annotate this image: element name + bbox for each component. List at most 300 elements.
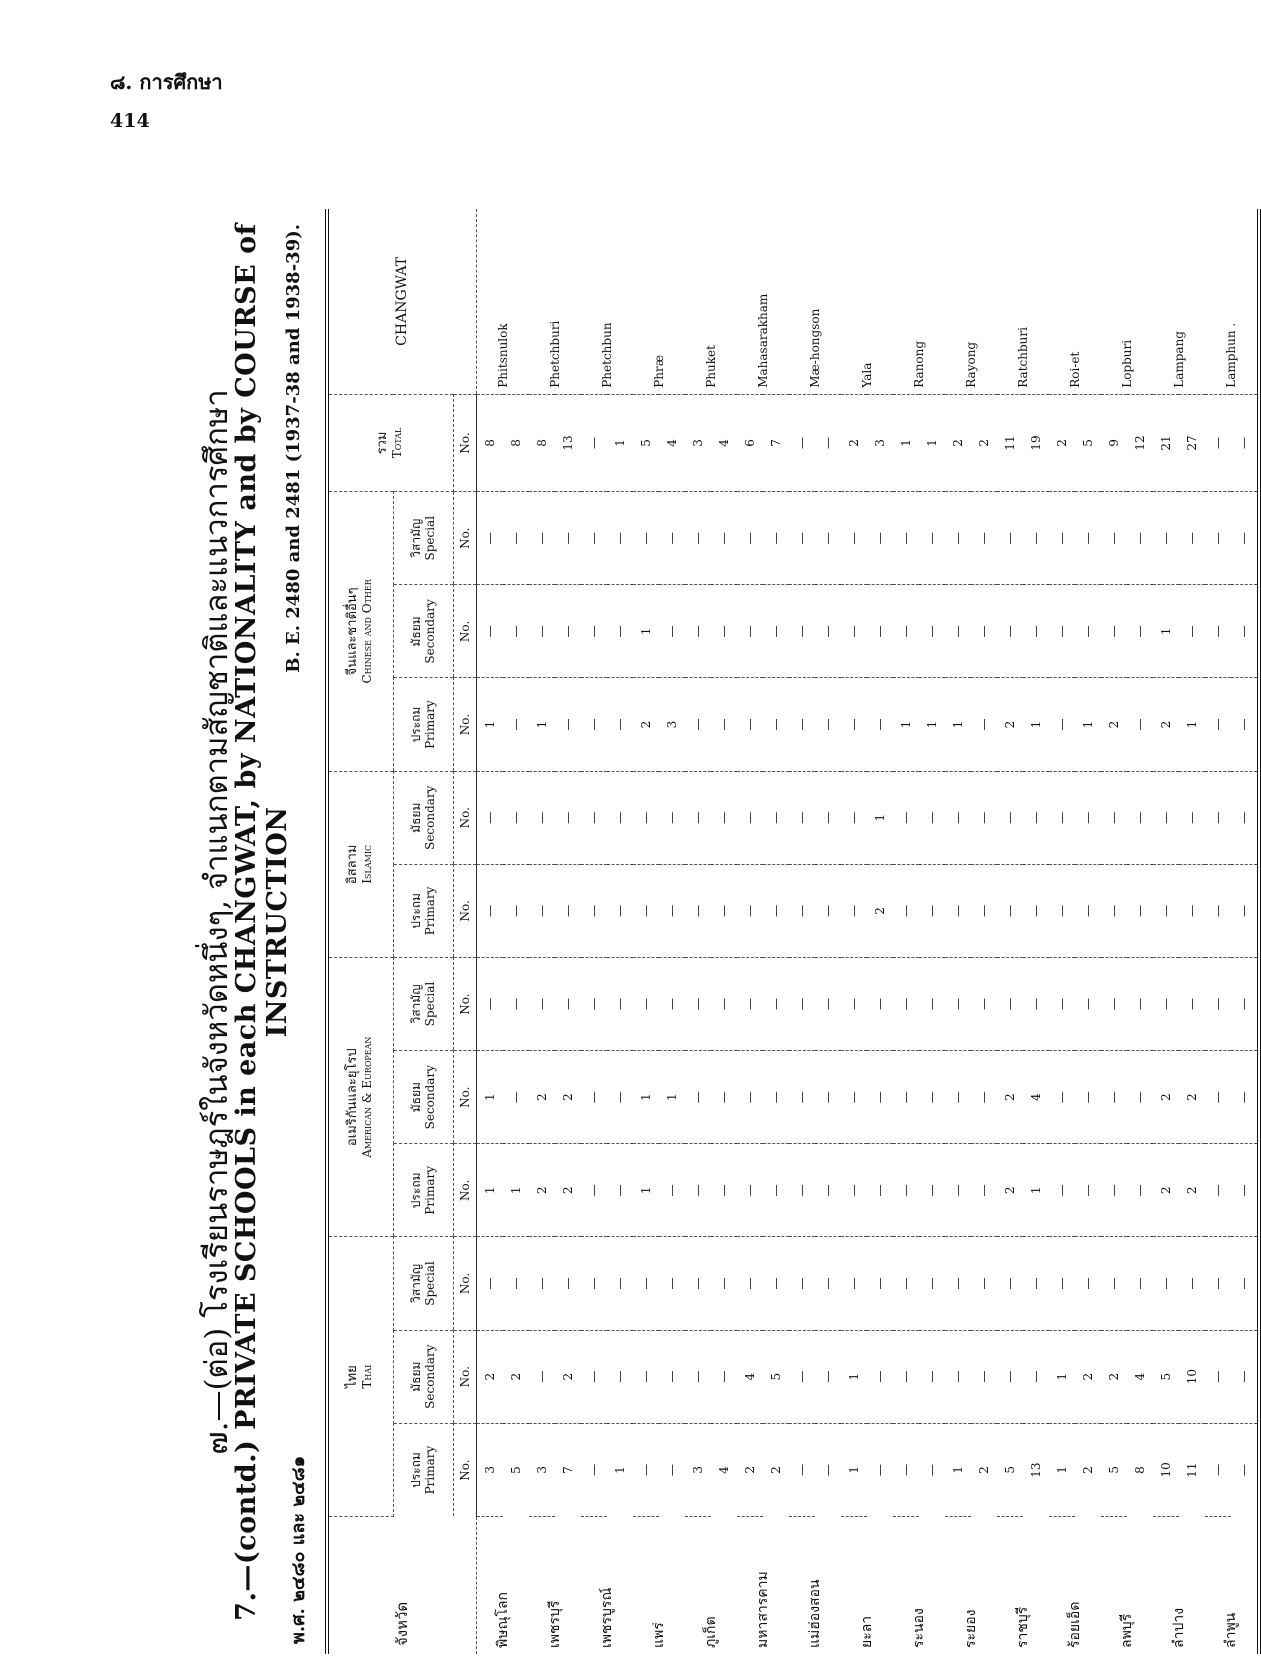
table-body xyxy=(476,209,1259,1654)
cell-value: 11 xyxy=(997,394,1023,491)
cell-value: — xyxy=(607,585,633,678)
cell-value: 2 xyxy=(841,394,867,491)
cell-value: — xyxy=(503,585,529,678)
cell-value: — xyxy=(1153,957,1179,1050)
cell-value: — xyxy=(633,1423,659,1516)
cell-value: — xyxy=(659,492,685,585)
cell-value: — xyxy=(1023,585,1049,678)
cell-value: — xyxy=(971,1237,997,1330)
cell-value: — xyxy=(737,678,763,771)
cell-value: — xyxy=(685,585,711,678)
table-row xyxy=(763,209,789,1654)
cell-value: — xyxy=(971,585,997,678)
cell-value: — xyxy=(841,1144,867,1237)
group-american-english: American & European xyxy=(359,1036,374,1158)
province-thai: ลำพูน xyxy=(1222,1612,1239,1648)
years-english: B. E. 2480 and 2481 (1937-38 and 1938-39). xyxy=(283,224,304,673)
cell-value: — xyxy=(1049,1237,1075,1330)
cell-value: — xyxy=(1153,771,1179,864)
cell-value: — xyxy=(555,864,581,957)
cell-value: — xyxy=(997,1330,1023,1423)
cell-value: 1 xyxy=(476,678,503,771)
cell-value: — xyxy=(633,957,659,1050)
cell-value: — xyxy=(1101,771,1127,864)
cell-value: 2 xyxy=(633,678,659,771)
cell-value: 1 xyxy=(476,1144,503,1237)
cell-value: — xyxy=(581,1237,607,1330)
unit-label: No. xyxy=(453,1237,476,1330)
cell-value: — xyxy=(555,1237,581,1330)
cell-value: 7 xyxy=(560,1466,575,1474)
cell-value: — xyxy=(659,1330,685,1423)
table-row xyxy=(1205,209,1231,1654)
cell-value: — xyxy=(1101,864,1127,957)
cell-value: — xyxy=(945,1330,971,1423)
cell-value: — xyxy=(815,957,841,1050)
cell-value: — xyxy=(945,864,971,957)
cell-value: — xyxy=(789,864,815,957)
cell-value: — xyxy=(945,771,971,864)
unit-label: No. xyxy=(453,678,476,771)
province-english: Phetchbun xyxy=(581,209,633,394)
cell-value: — xyxy=(737,1051,763,1144)
unit-label: No. xyxy=(453,1330,476,1423)
cell-value: — xyxy=(815,585,841,678)
cell-value: — xyxy=(841,957,867,1050)
cell-value: 21 xyxy=(1153,394,1179,491)
group-chinese-english: Chinese and Other xyxy=(359,579,374,684)
cell-value: — xyxy=(763,678,789,771)
sub-header-special: วิสามัญ Special xyxy=(393,492,453,585)
table-row xyxy=(503,209,529,1654)
unit-label: No. xyxy=(453,771,476,864)
province-thai: ยะลา xyxy=(858,1615,875,1648)
cell-value: — xyxy=(1205,957,1231,1050)
table-row xyxy=(1101,209,1127,1654)
cell-value: — xyxy=(1023,864,1049,957)
cell-value: — xyxy=(685,864,711,957)
cell-value: — xyxy=(659,1144,685,1237)
table-row xyxy=(1127,209,1153,1654)
cell-value: — xyxy=(1231,1051,1259,1144)
cell-value: 4 xyxy=(716,1466,731,1474)
cell-value: 2 xyxy=(529,1144,555,1237)
cell-value: 12 xyxy=(1127,394,1153,491)
sub-header-primary: ประถม Primary xyxy=(393,864,453,957)
cell-value: 3 xyxy=(685,1423,711,1516)
cell-value: — xyxy=(607,957,633,1050)
cell-value: — xyxy=(1205,1237,1231,1330)
cell-value: — xyxy=(1205,1144,1231,1237)
group-islamic-label: อิสลาม xyxy=(344,844,360,885)
cell-value: — xyxy=(1023,1330,1049,1423)
cell-value: 10 xyxy=(1179,1330,1205,1423)
cell-value: 1 xyxy=(476,1051,503,1144)
cell-value: — xyxy=(789,1237,815,1330)
cell-value: 1 xyxy=(612,1466,627,1474)
cell-value: — xyxy=(893,1051,919,1144)
cell-value: — xyxy=(659,1237,685,1330)
cell-value: 1 xyxy=(503,1144,529,1237)
cell-value: 8 xyxy=(503,394,529,491)
cell-value: — xyxy=(1075,1051,1101,1144)
cell-value: — xyxy=(1127,1237,1153,1330)
cell-value: — xyxy=(711,678,737,771)
cell-value: 2 xyxy=(971,394,997,491)
rotated-table-area xyxy=(185,190,1251,1654)
cell-value: — xyxy=(997,864,1023,957)
province-thai: แม่ฮ่องสอน xyxy=(806,1579,823,1648)
cell-value: — xyxy=(789,771,815,864)
province-english: Ratchburi xyxy=(997,209,1049,394)
province-english: Phuket xyxy=(685,209,737,394)
cell-value: 3 xyxy=(659,678,685,771)
province-thai: ร้อยเอ็ด xyxy=(1066,1601,1083,1648)
cell-value: 5 xyxy=(508,1466,523,1474)
cell-value: — xyxy=(789,957,815,1050)
cell-value: 1 xyxy=(1153,585,1179,678)
cell-value: — xyxy=(581,678,607,771)
cell-value: 2 xyxy=(1153,1144,1179,1237)
cell-value: — xyxy=(1231,957,1259,1050)
cell-value: 2 xyxy=(1153,1051,1179,1144)
cell-value: — xyxy=(633,771,659,864)
cell-value: 1 xyxy=(633,585,659,678)
cell-value: — xyxy=(789,394,815,491)
cell-value: — xyxy=(581,585,607,678)
cell-value: — xyxy=(737,1237,763,1330)
cell-value: — xyxy=(919,1051,945,1144)
cell-value: — xyxy=(1205,1051,1231,1144)
cell-value: — xyxy=(763,1144,789,1237)
cell-value: — xyxy=(529,1237,555,1330)
cell-value: — xyxy=(581,1423,607,1516)
cell-value: — xyxy=(476,864,503,957)
table-row xyxy=(789,209,815,1654)
cell-value: 1 xyxy=(945,1423,971,1516)
province-english: Mahasarakham xyxy=(737,209,789,394)
cell-value: 5 xyxy=(763,1330,789,1423)
cell-value: — xyxy=(476,492,503,585)
cell-value: 3 xyxy=(685,394,711,491)
cell-value: — xyxy=(1101,1237,1127,1330)
cell-value: — xyxy=(529,585,555,678)
cell-value: 1 xyxy=(1023,678,1049,771)
group-total-english: Total xyxy=(389,427,404,459)
cell-value: — xyxy=(1179,957,1205,1050)
cell-value: — xyxy=(685,771,711,864)
table-row xyxy=(555,209,581,1654)
sub-header-special: วิสามัญ Special xyxy=(393,1237,453,1330)
cell-value: — xyxy=(1127,585,1153,678)
cell-value: — xyxy=(789,492,815,585)
cell-value: — xyxy=(945,1051,971,1144)
cell-value: — xyxy=(763,771,789,864)
unit-label: No. xyxy=(453,585,476,678)
cell-value: — xyxy=(763,1237,789,1330)
cell-value: — xyxy=(711,864,737,957)
cell-value: — xyxy=(1231,1144,1259,1237)
province-english: Phræ xyxy=(633,209,685,394)
cell-value: 13 xyxy=(1028,1462,1043,1478)
cell-value: — xyxy=(815,1237,841,1330)
cell-value: — xyxy=(711,1330,737,1423)
cell-value: — xyxy=(841,678,867,771)
schools-table xyxy=(325,209,1261,1654)
province-english: Phetchburi xyxy=(529,209,581,394)
cell-value: — xyxy=(476,585,503,678)
cell-value: — xyxy=(1205,771,1231,864)
table-row xyxy=(971,209,997,1654)
cell-value: — xyxy=(607,1051,633,1144)
province-english: Mæ-hongson xyxy=(789,209,841,394)
cell-value: — xyxy=(789,678,815,771)
cell-value: 2 xyxy=(737,1423,763,1516)
province-thai: เพชรบุรี xyxy=(546,1600,563,1648)
cell-value: — xyxy=(815,492,841,585)
cell-value: — xyxy=(1205,1423,1231,1516)
cell-value: — xyxy=(815,678,841,771)
group-thai-english: Thai xyxy=(359,1364,374,1389)
cell-value: — xyxy=(503,771,529,864)
cell-value: — xyxy=(529,864,555,957)
cell-value: 1 xyxy=(841,1423,867,1516)
cell-value: — xyxy=(815,1051,841,1144)
cell-value: — xyxy=(1075,957,1101,1050)
cell-value: 2 xyxy=(997,678,1023,771)
province-english: Phitsnulok xyxy=(476,209,529,394)
cell-value: — xyxy=(1049,957,1075,1050)
cell-value: — xyxy=(659,585,685,678)
cell-value: 1 xyxy=(1179,678,1205,771)
unit-label: No. xyxy=(453,394,476,491)
cell-value: — xyxy=(503,492,529,585)
group-header-thai xyxy=(327,1237,393,1516)
cell-value: — xyxy=(919,1330,945,1423)
section-label: ๘. การศึกษา xyxy=(110,70,223,94)
cell-value: — xyxy=(685,492,711,585)
cell-value: 2 xyxy=(529,1051,555,1144)
cell-value: — xyxy=(841,492,867,585)
table-row xyxy=(633,209,659,1654)
cell-value: — xyxy=(1049,492,1075,585)
table-row xyxy=(607,209,633,1654)
cell-value: — xyxy=(789,1423,815,1516)
cell-value: — xyxy=(1075,864,1101,957)
cell-value: — xyxy=(919,957,945,1050)
cell-value: — xyxy=(893,864,919,957)
table-row xyxy=(711,209,737,1654)
cell-value: 6 xyxy=(737,394,763,491)
cell-value: — xyxy=(529,492,555,585)
sub-header-primary: ประถม Primary xyxy=(393,678,453,771)
group-header-islamic xyxy=(327,771,393,957)
cell-value: — xyxy=(820,1464,835,1477)
cell-value: — xyxy=(1075,1144,1101,1237)
cell-value: 2 xyxy=(997,1144,1023,1237)
cell-value: 2 xyxy=(1179,1051,1205,1144)
cell-value: — xyxy=(1127,864,1153,957)
cell-value: — xyxy=(555,957,581,1050)
sub-header-secondary: มัธยม Secondary xyxy=(393,1051,453,1144)
cell-value: 2 xyxy=(555,1330,581,1423)
cell-value: — xyxy=(607,864,633,957)
cell-value: 7 xyxy=(763,394,789,491)
cell-value: — xyxy=(1205,1330,1231,1423)
unit-row xyxy=(453,209,476,1654)
cell-value: 2 xyxy=(1075,1330,1101,1423)
cell-value: 8 xyxy=(476,394,503,491)
cell-value: 1 xyxy=(945,678,971,771)
cell-value: — xyxy=(919,585,945,678)
table-row xyxy=(815,209,841,1654)
province-thai: พิษณุโลก xyxy=(494,1591,511,1648)
cell-value: — xyxy=(919,771,945,864)
cell-value: — xyxy=(1101,585,1127,678)
group-thai-label: ไทย xyxy=(344,1365,360,1389)
unit-label: No. xyxy=(453,957,476,1050)
cell-value: — xyxy=(872,1464,887,1477)
cell-value: 4 xyxy=(659,394,685,491)
cell-value: — xyxy=(685,1144,711,1237)
cell-value: — xyxy=(607,1330,633,1423)
cell-value: — xyxy=(581,1330,607,1423)
cell-value: — xyxy=(1179,771,1205,864)
cell-value: — xyxy=(555,585,581,678)
cell-value: — xyxy=(1127,957,1153,1050)
cell-value: — xyxy=(1127,492,1153,585)
cell-value: — xyxy=(997,771,1023,864)
unit-label: No. xyxy=(453,1144,476,1237)
cell-value: — xyxy=(893,492,919,585)
cell-value: — xyxy=(971,1144,997,1237)
cell-value: — xyxy=(1205,492,1231,585)
cell-value: — xyxy=(1101,1144,1127,1237)
cell-value: — xyxy=(1236,1464,1251,1477)
cell-value: 2 xyxy=(768,1466,783,1474)
cell-value: — xyxy=(607,1237,633,1330)
cell-value: — xyxy=(1127,678,1153,771)
cell-value: — xyxy=(893,1423,919,1516)
cell-value: 1 xyxy=(633,1051,659,1144)
cell-value: 5 xyxy=(1075,394,1101,491)
cell-value: — xyxy=(919,492,945,585)
sub-header-primary: ประถม Primary xyxy=(393,1144,453,1237)
cell-value: 8 xyxy=(529,394,555,491)
cell-value: 2 xyxy=(945,394,971,491)
table-row xyxy=(1075,209,1101,1654)
cell-value: — xyxy=(841,1051,867,1144)
cell-value: 1 xyxy=(1049,1330,1075,1423)
cell-value: — xyxy=(685,1330,711,1423)
province-english: Rayong xyxy=(945,209,997,394)
header-changwat-thai: จังหวัด xyxy=(327,1516,476,1654)
cell-value: 5 xyxy=(1101,1423,1127,1516)
cell-value: — xyxy=(581,864,607,957)
cell-value: — xyxy=(1023,771,1049,864)
cell-value: — xyxy=(893,771,919,864)
table-row xyxy=(1049,209,1075,1654)
cell-value: — xyxy=(867,957,893,1050)
title-english: 7.—(contd.) PRIVATE SCHOOLS in each CHANGWAT, by NATIONALITY and by COURSE of INSTRUCTION xyxy=(231,223,293,1621)
cell-value: — xyxy=(581,771,607,864)
province-thai: แพร่ xyxy=(650,1622,667,1648)
cell-value: 2 xyxy=(476,1330,503,1423)
cell-value: — xyxy=(924,1464,939,1477)
cell-value: — xyxy=(685,957,711,1050)
cell-value: — xyxy=(893,1330,919,1423)
group-header-american xyxy=(327,957,393,1236)
cell-value: — xyxy=(763,1051,789,1144)
cell-value: — xyxy=(997,585,1023,678)
cell-value: — xyxy=(789,1330,815,1423)
cell-value: — xyxy=(503,1051,529,1144)
cell-value: — xyxy=(1127,1051,1153,1144)
cell-value: — xyxy=(1101,957,1127,1050)
cell-value: — xyxy=(867,1330,893,1423)
cell-value: — xyxy=(789,585,815,678)
province-thai: ภูเก็ต xyxy=(702,1616,719,1648)
table-row xyxy=(1231,209,1259,1654)
cell-value: — xyxy=(971,864,997,957)
cell-value: — xyxy=(503,678,529,771)
cell-value: — xyxy=(1231,492,1259,585)
cell-value: — xyxy=(737,864,763,957)
cell-value: — xyxy=(867,1051,893,1144)
cell-value: — xyxy=(711,1237,737,1330)
province-english: Lopburi xyxy=(1101,209,1153,394)
cell-value: — xyxy=(1101,492,1127,585)
cell-value: 2 xyxy=(1179,1144,1205,1237)
unit-label: No. xyxy=(453,1051,476,1144)
cell-value: 2 xyxy=(1153,678,1179,771)
cell-value: — xyxy=(815,771,841,864)
cell-value: 1 xyxy=(659,1051,685,1144)
cell-value: — xyxy=(867,585,893,678)
cell-value: — xyxy=(1049,585,1075,678)
cell-value: — xyxy=(659,864,685,957)
cell-value: — xyxy=(581,394,607,491)
province-thai: ระนอง xyxy=(910,1608,927,1648)
cell-value: — xyxy=(815,864,841,957)
cell-value: 11 xyxy=(1184,1462,1199,1478)
cell-value: — xyxy=(1101,1051,1127,1144)
sub-header-special: วิสามัญ Special xyxy=(393,957,453,1050)
title-thai: ๗.—(ต่อ) โรงเรียนราษฎร์ในจังหวัดหนึ่งๆ, จำแนกตามสัญชาติและแนวการศึกษา xyxy=(199,389,235,1455)
cell-value: — xyxy=(997,957,1023,1050)
cell-value: — xyxy=(1231,678,1259,771)
table-row xyxy=(919,209,945,1654)
cell-value: — xyxy=(607,771,633,864)
cell-value: 1 xyxy=(529,678,555,771)
province-english: Lamphun . xyxy=(1205,209,1259,394)
cell-value: — xyxy=(893,1144,919,1237)
cell-value: 13 xyxy=(555,394,581,491)
province-english: Yala xyxy=(841,209,893,394)
cell-value: 1 xyxy=(1049,1423,1075,1516)
cell-value: 4 xyxy=(711,394,737,491)
cell-value: 2 xyxy=(1101,1330,1127,1423)
cell-value: — xyxy=(711,1144,737,1237)
cell-value: — xyxy=(867,678,893,771)
cell-value: — xyxy=(529,1330,555,1423)
cell-value: — xyxy=(841,1237,867,1330)
cell-value: 3 xyxy=(476,1423,503,1516)
cell-value: — xyxy=(685,678,711,771)
cell-value: 1 xyxy=(841,1330,867,1423)
cell-value: 4 xyxy=(1127,1330,1153,1423)
table-row xyxy=(476,209,503,1654)
